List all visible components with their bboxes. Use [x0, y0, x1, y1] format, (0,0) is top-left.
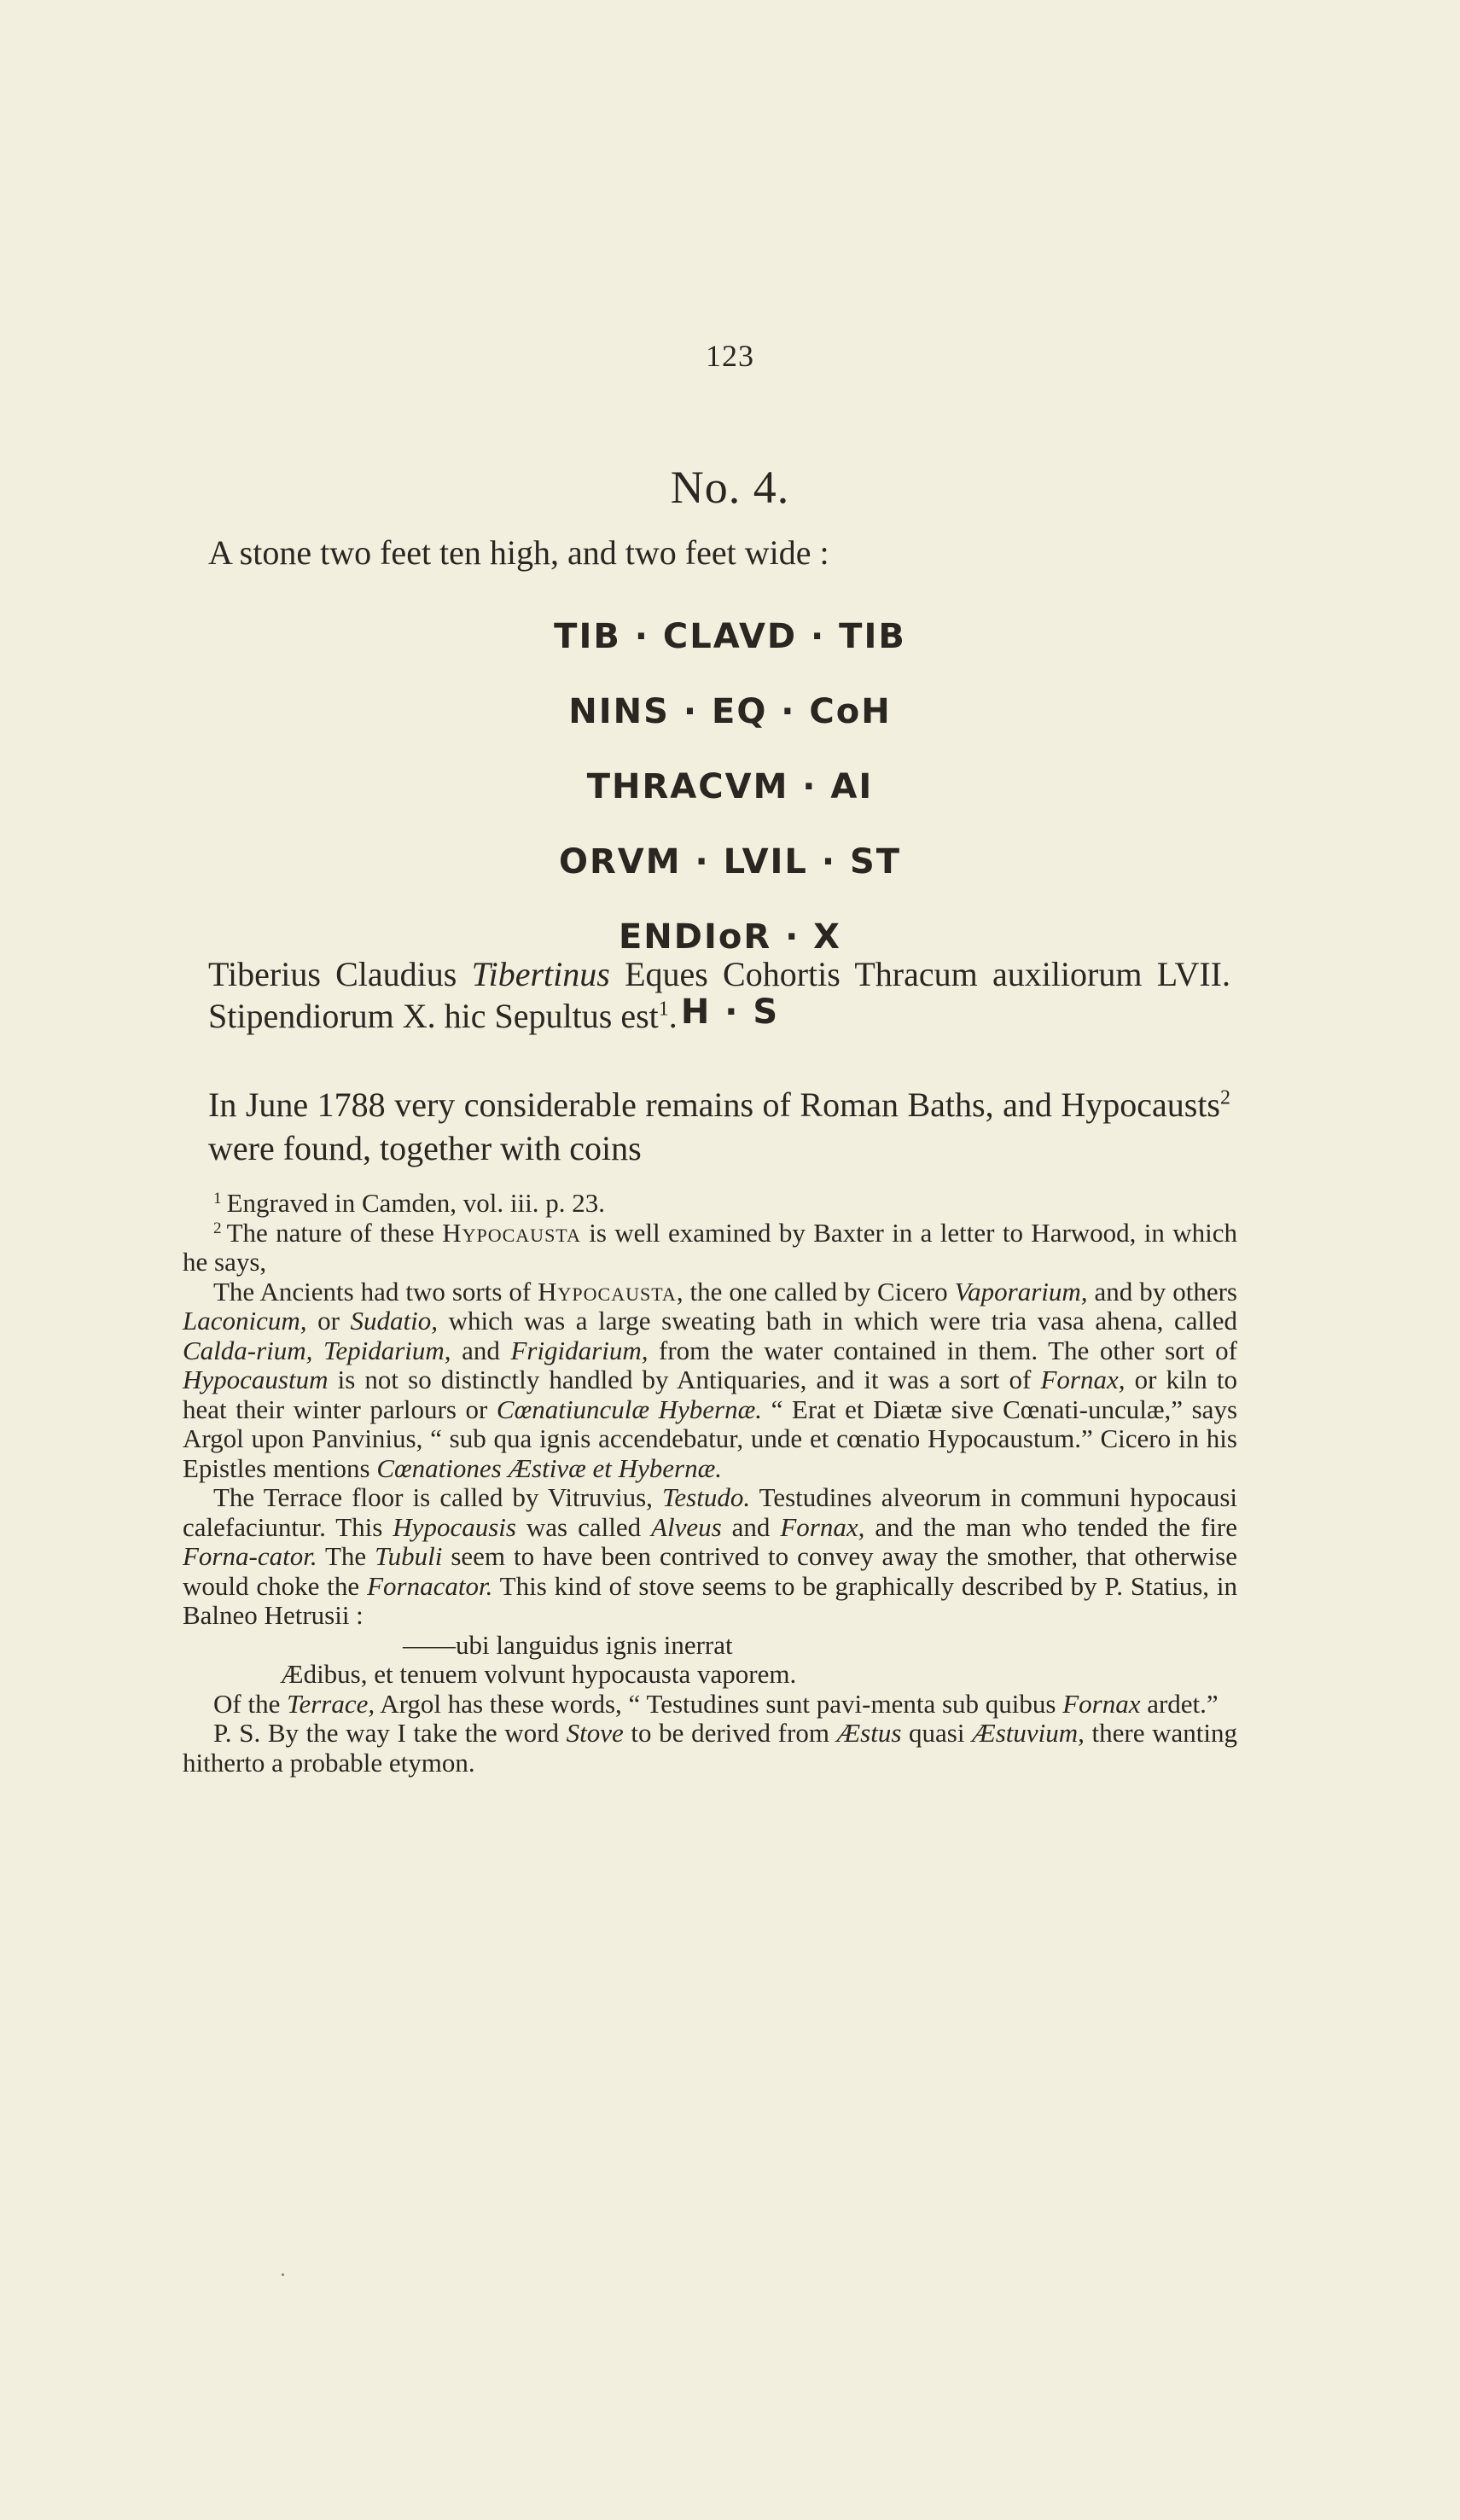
footnote-2-paragraph: P. S. By the way I take the word Stove to be derived from Æstus quasi Æstuvium, there wanting hitherto a probable etymon. — [183, 1718, 1237, 1778]
verse-line: Ædibus, et tenuem volvunt hypocausta vaporem. — [280, 1659, 797, 1689]
inscription-line: NINS · EQ · CoH — [568, 692, 892, 731]
inscription-line: H · S — [680, 992, 780, 1032]
footnote-ref: 2 — [1220, 1086, 1230, 1109]
footnote-ref: 1 — [658, 998, 669, 1021]
paper-speck — [282, 2273, 284, 2276]
footnote-2-paragraph: The Terrace floor is called by Vitruvius, Testudo. Testudines alveorum in communi hypocausi calefaciuntur. This Hypocausis was called Alveus and Fornax, and the man who tended the fire Forna-cator. The Tubuli seem to have been contrived to convey away the smother, that otherwise would choke the Fornacator. This kind of stove seems to be graphically described by P. Statius, in Balneo Hetrusii : — [183, 1482, 1238, 1630]
page-number: 123 — [706, 339, 754, 373]
footnote-2-paragraph: Of the Terrace, Argol has these words, “ Testudines sunt pavi-menta sub quibus Fornax ardet.” — [213, 1688, 1219, 1719]
inscription-line: ENDIoR · X — [618, 917, 842, 957]
footnote-1: $^1$ Engraved in Camden, vol. iii. p. 23. — [213, 1188, 606, 1218]
inscription-translation: Tiberius Claudius Tibertinus Eques Cohortis Thracum auxiliorum LVII. Stipendiorum X. hic Sepultus est$^1$. — [208, 955, 1230, 1035]
inscription-line: THRACVM · AI — [586, 767, 874, 806]
inscription-line: ORVM · LVIL · ST — [558, 842, 902, 882]
footnotes — [183, 1189, 1237, 1778]
intro-line: A stone two feet ten high, and two feet wide : — [208, 533, 829, 572]
inscription-line: TIB · CLAVD · TIB — [554, 617, 906, 656]
verse-line: ——ubi languidus ignis inerrat — [403, 1629, 733, 1660]
section-heading: No. 4. — [670, 462, 790, 513]
footnote-2-paragraph: The Ancients had two sorts of Hypocausta, the one called by Cicero Vaporarium, and by others Laconicum, or Sudatio, which was a large sweating bath in which were tria vasa ahena, called Calda-rium, Tepidarium, and Frigidarium, from the water contained in them. The other sort of Hypocaustum is not so distinctly handled by Antiquaries, and it was a sort of Fornax, or kiln to heat their winter parlours or Cœnatiunculæ Hybernæ. “ Erat et Diætæ sive Cœnati-unculæ,” says Argol upon Panvinius, “ sub qua ignis accendebatur, unde et cœnatio Hypocaustum.” Cicero in his Epistles mentions Cœnationes Æstivæ et Hybernæ. — [183, 1276, 1238, 1483]
body-paragraph: In June 1788 very considerable remains of Roman Baths, and Hypocausts$^2$ were found, together with coins — [208, 1085, 1230, 1167]
footnote-2: $^2$ The nature of these Hypocausta is well examined by Baxter in a letter to Harwood, in which he says, — [183, 1217, 1238, 1277]
